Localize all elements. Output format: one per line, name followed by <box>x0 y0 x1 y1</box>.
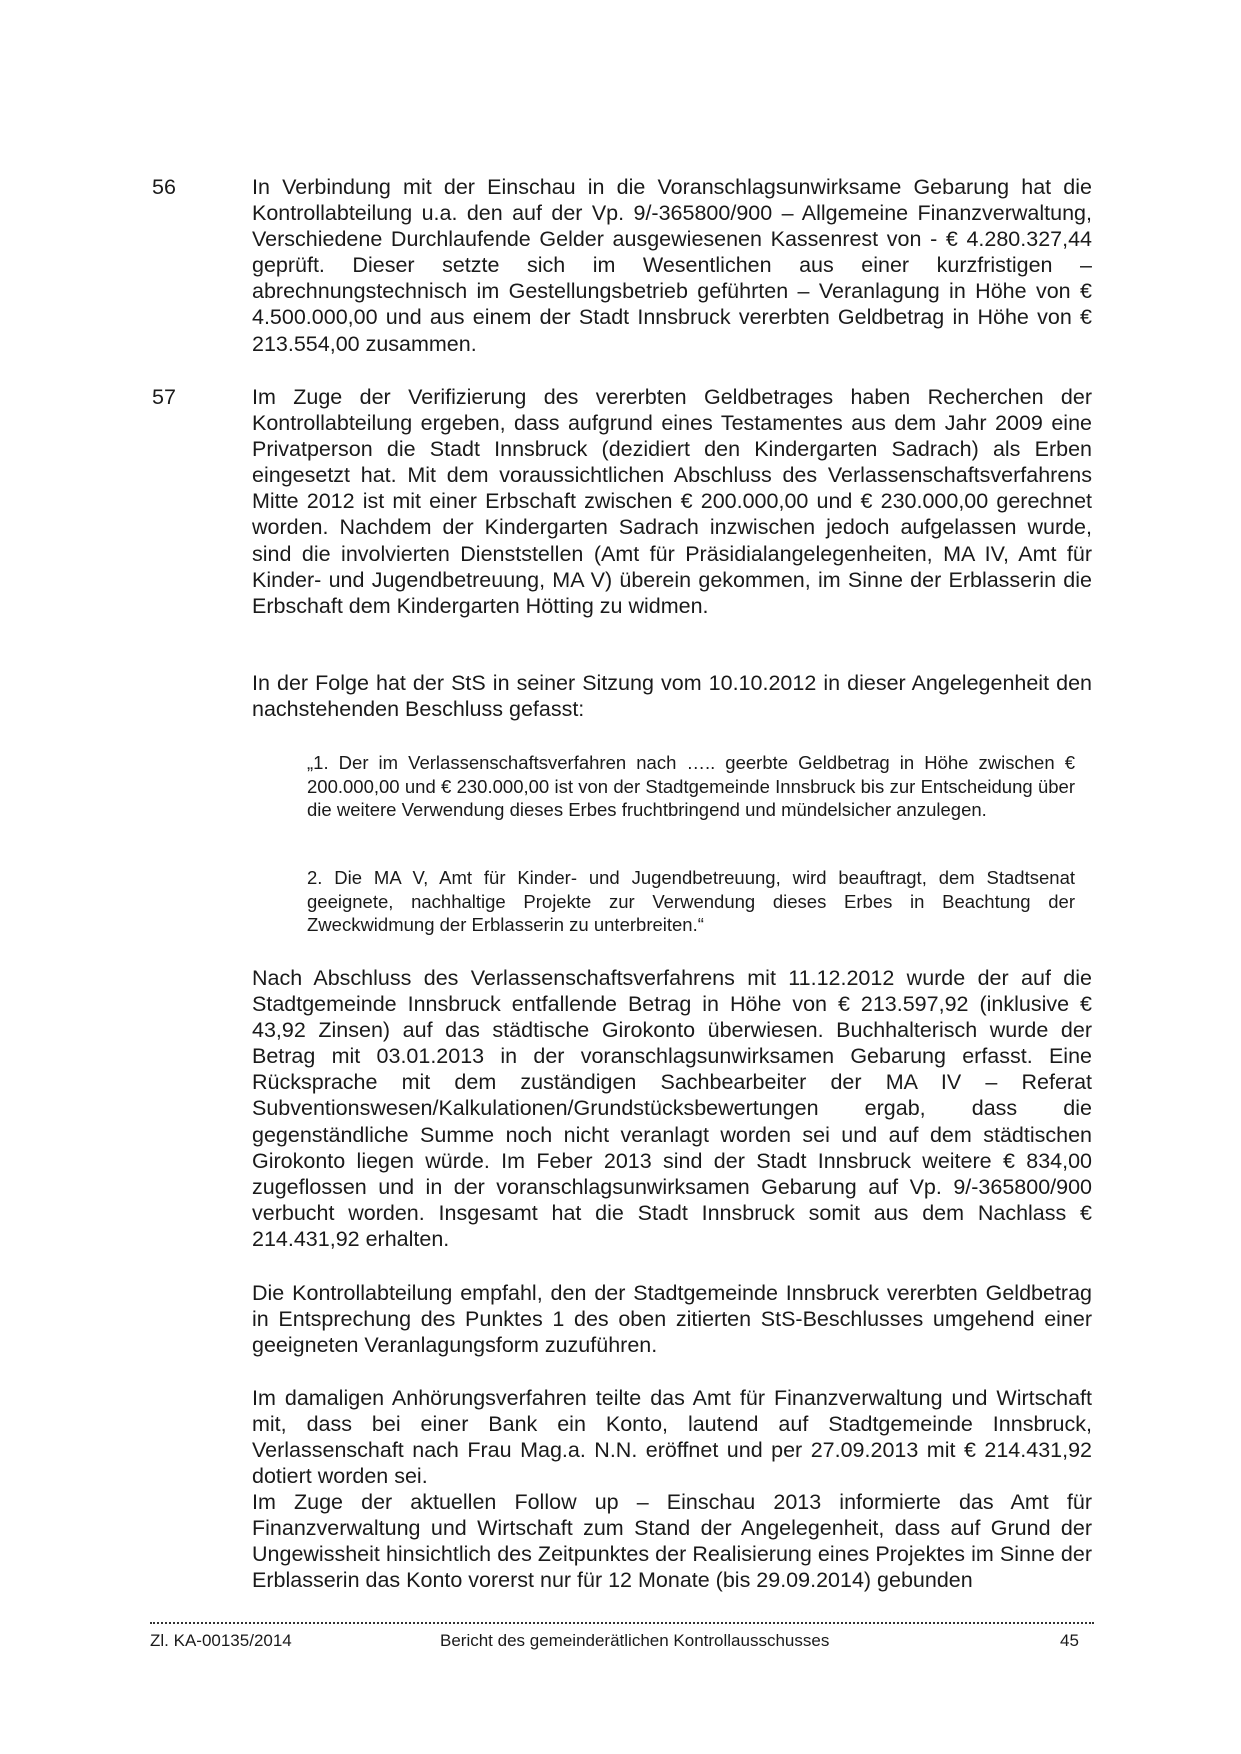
paragraph-stS-decision-intro: In der Folge hat der StS in seiner Sitzung vom 10.10.2012 in dieser Angelegenheit den nachstehenden Beschluss gefasst: <box>252 671 1092 722</box>
paragraph-follow-up: Im Zuge der aktuellen Follow up – Einschau 2013 informierte das Amt für Finanzverwaltung und Wirtschaft zum Stand der Angelegenheit, dass auf Grund der Ungewissheit hinsichtlich des Zeitpunktes der Realisierung eines Projektes im Sinne der Erblasserin das Konto vorerst nur für 12 Monate (bis 29.09.2014) gebunden <box>252 1490 1092 1593</box>
paragraph-number-56: 56 <box>152 175 176 199</box>
quote-resolution-point-2: 2. Die MA V, Amt für Kinder- und Jugendbetreuung, wird beauftragt, dem Stadtsenat geeignete, nachhaltige Projekte zur Verwendung dieses Erbes in Beachtung der Zweckwidmung der Erblasserin zu unterbreiten.“ <box>307 867 1075 935</box>
footer-title: Bericht des gemeinderätlichen Kontrollausschusses <box>440 1631 830 1650</box>
footer-page-number: 45 <box>1060 1631 1079 1650</box>
paragraph-recommendation: Die Kontrollabteilung empfahl, den der Stadtgemeinde Innsbruck vererbten Geldbetrag in Entsprechung des Punktes 1 des oben zitierten StS-Beschlusses umgehend einer geeigneten Veranlagungsform zuzuführen. <box>252 1281 1092 1358</box>
footer-divider <box>150 1622 1094 1624</box>
paragraph-57: Im Zuge der Verifizierung des vererbten Geldbetrages haben Recherchen der Kontrollabteilung ergeben, dass aufgrund eines Testamentes aus dem Jahr 2009 eine Privatperson die Stadt Innsbruck (dezidiert den Kindergarten Sadrach) als Erben eingesetzt hat. Mit dem voraussichtlichen Abschluss des Verlassenschaftsverfahrens Mitte 2012 ist mit einer Erbschaft zwischen € 200.000,00 und € 230.000,00 gerechnet worden. Nachdem der Kindergarten Sadrach inzwischen jedoch aufgelassen wurde, sind die involvierten Dienststellen (Amt für Präsidialangelegenheiten, MA IV, Amt für Kinder- und Jugendbetreuung, MA V) überein gekommen, im Sinne der Erblasserin die Erbschaft dem Kindergarten Hötting zu widmen. <box>252 385 1092 618</box>
quote-resolution-point-1: „1. Der im Verlassenschaftsverfahren nach ….. geerbte Geldbetrag in Höhe zwischen € 200.000,00 und € 230.000,00 ist von der Stadtgemeinde Innsbruck bis zur Entscheidung über die weitere Verwendung dieses Erbes fruchtbringend und mündelsicher anzulegen. <box>307 752 1075 820</box>
paragraph-hearing: Im damaligen Anhörungsverfahren teilte das Amt für Finanzverwaltung und Wirtschaft mit, dass bei einer Bank ein Konto, lautend auf Stadtgemeinde Innsbruck, Verlassenschaft nach Frau Mag.a. N.N. eröffnet und per 27.09.2013 mit € 214.431,92 dotiert worden sei. <box>252 1386 1092 1489</box>
paragraph-56: In Verbindung mit der Einschau in die Voranschlagsunwirksame Gebarung hat die Kontrollabteilung u.a. den auf der Vp. 9/-365800/900 – Allgemeine Finanzverwaltung, Verschiedene Durchlaufende Gelder ausgewiesenen Kassenrest von - € 4.280.327,44 geprüft. Dieser setzte sich im Wesentlichen aus einer kurzfristigen – abrechnungstechnisch im Gestellungsbetrieb geführten – Veranlagung in Höhe von € 4.500.000,00 und aus einem der Stadt Innsbruck vererbten Geldbetrag in Höhe von € 213.554,00 zusammen. <box>252 175 1092 356</box>
paragraph-estate-closure: Nach Abschluss des Verlassenschaftsverfahrens mit 11.12.2012 wurde der auf die Stadtgemeinde Innsbruck entfallende Betrag in Höhe von € 213.597,92 (inklusive € 43,92 Zinsen) auf das städtische Girokonto überwiesen. Buchhalterisch wurde der Betrag mit 03.01.2013 in der voranschlagsunwirksamen Gebarung erfasst. Eine Rücksprache mit dem zuständigen Sachbearbeiter der MA IV – Referat Subventionswesen/Kalkulationen/Grundstücksbewertungen ergab, dass die gegenständliche Summe noch nicht veranlagt worden sei und auf dem städtischen Girokonto liegen würde. Im Feber 2013 sind der Stadt Innsbruck weitere € 834,00 zugeflossen und in der voranschlagsunwirksamen Gebarung auf Vp. 9/-365800/900 verbucht worden. Insgesamt hat die Stadt Innsbruck somit aus dem Nachlass € 214.431,92 erhalten. <box>252 966 1092 1251</box>
paragraph-number-57: 57 <box>152 385 176 409</box>
footer-reference: Zl. KA-00135/2014 <box>150 1631 292 1650</box>
